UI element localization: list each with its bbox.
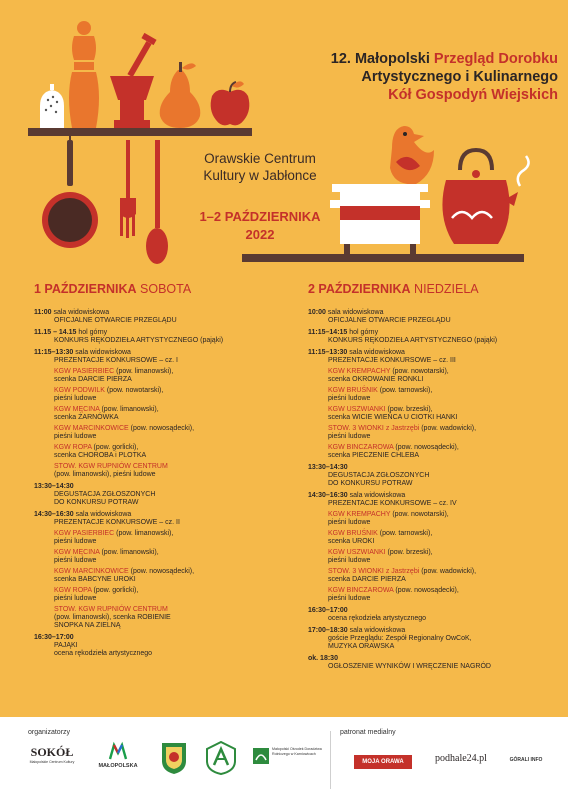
group-region: (pow. gorlicki), (91, 444, 139, 451)
group-region: (pow. nowotarski), (390, 368, 449, 375)
group-name: STOW. 3 WIONKI z Jastrzębi (328, 425, 420, 432)
event-time: 14:30–16:30 (34, 511, 74, 518)
list-item (34, 587, 294, 603)
group-name: KGW BRUŚNIK (328, 530, 378, 537)
footer-sponsors (0, 717, 568, 800)
event-desc: PAJĄKI (54, 642, 78, 649)
group-name: KGW PASIERBIEC (54, 368, 115, 375)
group-region: (pow. nowotarski), (104, 387, 164, 394)
day2-event-presentations-4 (308, 492, 558, 603)
event-time: 16:30–17:00 (308, 607, 348, 614)
organizers-label: organizatorzy (28, 729, 71, 736)
gmina-crest-icon (160, 741, 188, 775)
day2-event-tasting (308, 464, 558, 488)
day1-event-opening (34, 309, 294, 325)
header-illustration-area (0, 0, 568, 300)
day2-heading (308, 282, 558, 296)
group-perf: (pow. limanowski), pieśni ludowe (54, 471, 156, 478)
mokr-emblem-icon (252, 747, 270, 765)
event-desc-2: DO KONKURSU POTRAW (328, 480, 413, 487)
group-region: (pow. nowosądecki), (128, 568, 195, 575)
title-line1-b: Przegląd Dorobku (433, 51, 558, 67)
group-perf: pieśni ludowe (328, 595, 371, 602)
day1-event-tasting (34, 483, 294, 507)
event-place: sala widowiskowa (347, 627, 406, 634)
group-name: STOW. 3 WIONKI z Jastrzębi (328, 568, 420, 575)
day2-event-evaluation (308, 607, 558, 623)
event-desc: PREZENTACJE KONKURSOWE – cz. II (54, 519, 180, 526)
event-dates (170, 208, 350, 244)
group-region: (pow. nowotarski), (390, 511, 449, 518)
group-name: KGW USZWIANKI (328, 549, 386, 556)
event-place: sala widowiskowa (347, 492, 406, 499)
event-place: sala widowiskowa (73, 511, 132, 518)
group-perf: pieśni ludowe (54, 395, 97, 402)
event-time: 10:00 (308, 309, 326, 316)
event-place: sala widowiskowa (51, 309, 110, 316)
footer-divider (330, 731, 331, 789)
event-place: sala widowiskowa (347, 349, 405, 356)
event-desc-2: ocena rękodzieła artystycznego (54, 650, 153, 657)
event-desc-2: MUZYKA ORAWSKA (328, 643, 395, 650)
event-desc: PREZENTACJE KONKURSOWE – cz. III (328, 357, 456, 364)
group-name: KGW ROPA (54, 587, 92, 594)
group-name: KGW BINCZAROWA (328, 587, 394, 594)
day1-date: 1 PAŹDZIERNIKA (34, 282, 137, 296)
day1-heading (34, 282, 294, 296)
event-desc-2: DO KONKURSU POTRAW (54, 499, 139, 506)
day2-event-guests (308, 627, 558, 651)
list-item (34, 568, 294, 584)
list-item (308, 387, 558, 403)
list-item (34, 425, 294, 441)
group-region: (pow. gorlicki), (91, 587, 139, 594)
day1-weekday: SOBOTA (136, 282, 192, 296)
day2-event-presentations-3 (308, 349, 558, 460)
day2-weekday: NIEDZIELA (410, 282, 479, 296)
group-name: KGW USZWIANKI (328, 406, 386, 413)
sokol-logo (24, 745, 80, 764)
group-region: (pow. tarnowski), (377, 387, 433, 394)
event-desc: ocena rękodzieła artystycznego (328, 615, 427, 622)
event-desc: DEGUSTACJA ZGŁOSZONYCH (328, 472, 430, 479)
group-name: KGW KREMPACHY (328, 511, 391, 518)
group-region: (pow. tarnowski), (377, 530, 433, 537)
list-item (308, 587, 558, 603)
group-region: (pow. limanowski), (114, 368, 174, 375)
group-name: KGW ROPA (54, 444, 92, 451)
group-region: (pow. nowosądecki), (393, 444, 459, 451)
group-perf: pieśni ludowe (54, 595, 97, 602)
event-desc: goście Przeglądu: Zespół Regionalny OwCoK, (328, 635, 472, 642)
group-name: KGW MARCINKOWICE (54, 568, 129, 575)
group-name: KGW KREMPACHY (328, 368, 391, 375)
event-place: sala widowiskowa (325, 309, 384, 316)
group-perf: (pow. limanowski), scenka ROBIENIE (54, 614, 171, 621)
kettle-icon (442, 150, 528, 244)
list-item (308, 568, 558, 584)
group-name: KGW BRUŚNIK (328, 387, 378, 394)
group-name: KGW MĘCINA (54, 549, 100, 556)
malopolska-name: MAŁOPOLSKA (98, 763, 138, 769)
frying-pan-icon (42, 136, 98, 248)
event-time: 13:30–14:30 (308, 464, 348, 471)
group-name: KGW MARCINKOWICE (54, 425, 129, 432)
day2-date: 2 PAŹDZIERNIKA (308, 282, 411, 296)
group-perf: scenka WICIE WIEŃCA U CIOTKI HANKI (328, 414, 458, 421)
group-name: KGW MĘCINA (54, 406, 100, 413)
event-title (232, 50, 558, 104)
list-item (34, 463, 294, 479)
group-region: (pow. limanowski), (114, 530, 174, 537)
pepper-grinder-icon (69, 21, 99, 128)
group-region: (pow. brzeski), (385, 549, 433, 556)
event-desc: DEGUSTACJA ZGŁOSZONYCH (54, 491, 156, 498)
group-perf: scenka ŻARNÓWKA (54, 414, 119, 421)
title-line3: Kół Gospodyń Wiejskich (388, 87, 558, 103)
group-perf: pieśni ludowe (328, 557, 371, 564)
date-range: 1–2 PAŹDZIERNIKA (199, 209, 321, 224)
group-region: (pow. nowosądecki), (128, 425, 195, 432)
powiat-crest-icon (206, 741, 236, 775)
event-time: 11.15 – 14.15 (34, 329, 77, 336)
list-item (308, 406, 558, 422)
event-time: 13:30–14:30 (34, 483, 74, 490)
group-perf: scenka CHOROBA i PLOTKA (54, 452, 147, 459)
title-line1-a: 12. Małopolski (330, 51, 434, 67)
sokol-name: SOKÓŁ (30, 745, 74, 759)
list-item (34, 444, 294, 460)
fork-icon (120, 140, 136, 238)
day2-event-craft (308, 329, 558, 345)
list-item (34, 530, 294, 546)
group-perf: scenka DARCIE PIERZA (54, 376, 132, 383)
bird-icon (390, 126, 434, 184)
podhale24-logo: podhale24.pl (435, 753, 487, 764)
ladle-icon (146, 140, 168, 264)
group-perf: scenka UROKI (328, 538, 375, 545)
group-region: (pow. wadowicki), (419, 568, 477, 575)
group-region: (pow. limanowski), (99, 406, 159, 413)
top-shelf (28, 128, 252, 136)
day2-event-awards (308, 655, 558, 671)
day1-event-craft (34, 329, 294, 345)
malopolska-logo (90, 741, 146, 769)
venue (170, 150, 350, 184)
group-perf: scenka BABCYNE UROKI (54, 576, 136, 583)
day1-event-presentations-2 (34, 511, 294, 630)
group-name: STOW. KGW RUPNIÓW CENTRUM (54, 463, 168, 470)
mokr-name: Małopolski Ośrodek Doradztwa Rolniczego w Karniowicach (272, 747, 322, 756)
list-item (308, 530, 558, 546)
moja-orawa-logo: MOJA ORAWA (354, 755, 412, 769)
sokol-sub: Małopolskie Centrum Kultury (29, 760, 75, 764)
list-item (308, 511, 558, 527)
group-region: (pow. wadowicki), (419, 425, 477, 432)
bottom-shelf (242, 254, 524, 262)
event-desc: KONKURS RĘKODZIEŁA ARTYSTYCZNEGO (pająki) (54, 337, 224, 344)
patronage-label: patronat medialny (340, 729, 396, 736)
event-time: 17:00–18:30 (308, 627, 348, 634)
day1-event-presentations-1 (34, 349, 294, 479)
schedule-day1 (34, 282, 294, 712)
malopolska-emblem-icon (108, 741, 128, 761)
event-place: hol górny (76, 329, 108, 336)
schedule-day2 (308, 282, 558, 712)
group-region: (pow. nowosądecki), (393, 587, 459, 594)
event-desc: OGŁOSZENIE WYNIKÓW I WRĘCZENIE NAGRÓD (328, 663, 491, 670)
date-year: 2022 (245, 227, 275, 242)
day2-event-opening (308, 309, 558, 325)
group-name: KGW PODWILK (54, 387, 105, 394)
event-time: ok. 18:30 (308, 655, 338, 662)
group-perf: scenka PIECZENIE CHLEBA (328, 452, 420, 459)
venue-line1: Orawskie Centrum (204, 151, 316, 166)
event-place: sala widowiskowa (73, 349, 131, 356)
group-perf: pieśni ludowe (328, 433, 371, 440)
group-region: (pow. brzeski), (385, 406, 433, 413)
event-desc: PREZENTACJE KONKURSOWE – cz. IV (328, 500, 457, 507)
group-perf: pieśni ludowe (328, 519, 371, 526)
group-perf: pieśni ludowe (54, 538, 97, 545)
event-desc: OFICJALNE OTWARCIE PRZEGLĄDU (54, 317, 177, 324)
event-desc: OFICJALNE OTWARCIE PRZEGLĄDU (328, 317, 451, 324)
salt-shaker-icon (40, 84, 64, 128)
list-item (34, 406, 294, 422)
group-perf: scenka DARCIE PIERZA (328, 576, 406, 583)
group-name: KGW PASIERBIEC (54, 530, 115, 537)
list-item (34, 606, 294, 630)
event-place: hol górny (347, 329, 379, 336)
event-time: 14:30–16:30 (308, 492, 348, 499)
title-line2: Artystycznego i Kulinarnego (361, 69, 558, 85)
list-item (308, 444, 558, 460)
event-time: 16:30–17:00 (34, 634, 74, 641)
day1-event-evaluation (34, 634, 294, 658)
event-time: 11:15–13:30 (308, 349, 348, 356)
venue-line2: Kultury w Jabłonce (203, 168, 317, 183)
list-item (308, 425, 558, 441)
event-time: 11:15–14:15 (308, 329, 348, 336)
group-perf: scenka OKROWANIE RONKLI (328, 376, 424, 383)
group-perf: pieśni ludowe (328, 395, 371, 402)
event-desc: KONKURS RĘKODZIEŁA ARTYSTYCZNEGO (pająki) (328, 337, 498, 344)
list-item (34, 368, 294, 384)
group-perf: pieśni ludowe (54, 433, 97, 440)
list-item (308, 368, 558, 384)
pear-icon (160, 62, 201, 128)
group-perf-2: SNOPKA NA ZIELNĄ (54, 622, 121, 629)
list-item (308, 549, 558, 565)
gorali-info-logo: GÓRALI INFO (509, 757, 543, 763)
list-item (34, 549, 294, 565)
event-time: 11:00 (34, 309, 52, 316)
event-desc: PREZENTACJE KONKURSOWE – cz. I (54, 357, 178, 364)
list-item (34, 387, 294, 403)
group-perf: pieśni ludowe (54, 557, 97, 564)
group-name: STOW. KGW RUPNIÓW CENTRUM (54, 606, 168, 613)
group-region: (pow. limanowski), (99, 549, 159, 556)
mortar-pestle-icon (110, 33, 157, 128)
event-time: 11:15–13:30 (34, 349, 74, 356)
group-name: KGW BINCZAROWA (328, 444, 394, 451)
